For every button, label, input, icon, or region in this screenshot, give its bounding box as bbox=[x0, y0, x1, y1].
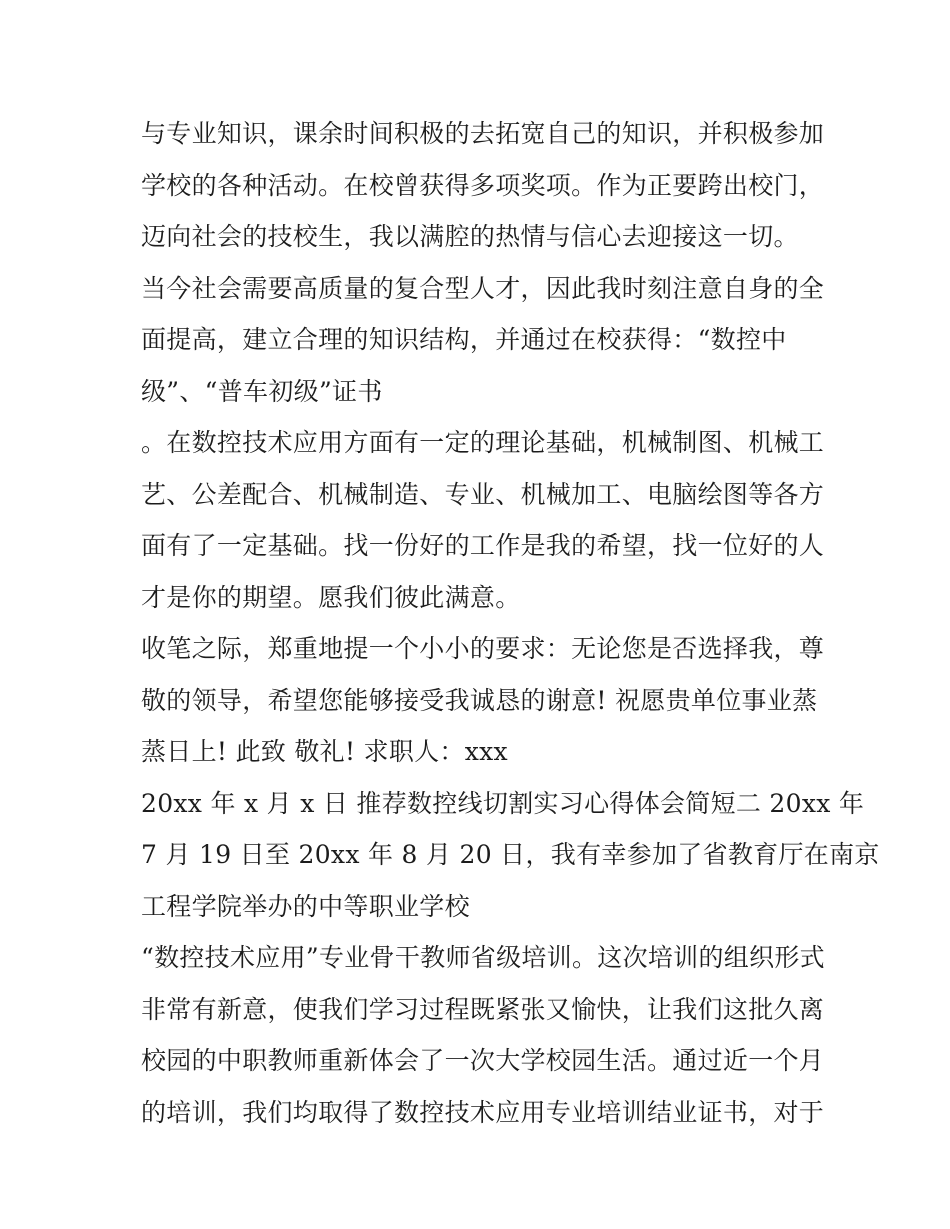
text-line: 敬的领导，希望您能够接受我诚恳的谢意! 祝愿贵单位事业蒸 bbox=[141, 685, 818, 715]
text-line: 7 月 19 日至 20xx 年 8 月 20 日，我有幸参加了省教育厅在南京 bbox=[141, 840, 880, 869]
text-line: 面提高，建立合理的知识结构，并通过在校获得：“数控中 bbox=[141, 325, 787, 354]
text-line: 艺、公差配合、机械制造、专业、机械加工、电脑绘图等各方 bbox=[141, 479, 825, 509]
text-line: 当今社会需要高质量的复合型人才，因此我时刻注意自身的全 bbox=[141, 273, 825, 303]
text-line: 与专业知识，课余时间积极的去拓宽自己的知识，并积极参加 bbox=[141, 119, 825, 148]
text-line: 非常有新意，使我们学习过程既紧张又愉快，让我们这批久离 bbox=[141, 994, 825, 1024]
document-body bbox=[141, 108, 880, 1138]
text-line: 的培训，我们均取得了数控技术应用专业培训结业证书，对于 bbox=[141, 1097, 825, 1127]
text-line: 面有了一定基础。找一份好的工作是我的希望，找一位好的人 bbox=[141, 531, 825, 560]
text-line: “数控技术应用”专业骨干教师省级培训。这次培训的组织形式 bbox=[141, 943, 825, 972]
text-line: 才是你的期望。愿我们彼此满意。 bbox=[141, 582, 521, 612]
text-line: 20xx 年 x 月 x 日 推荐数控线切割实习心得体会简短二 20xx 年 bbox=[141, 788, 865, 818]
text-line: 蒸日上! 此致 敬礼! 求职人：xxx bbox=[141, 737, 508, 766]
text-line: 收笔之际，郑重地提一个小小的要求：无论您是否选择我，尊 bbox=[141, 634, 825, 663]
text-line: 。在数控技术应用方面有一定的理论基础，机械制图、机械工 bbox=[141, 428, 825, 457]
text-line: 校园的中职教师重新体会了一次大学校园生活。通过近一个月 bbox=[141, 1046, 825, 1075]
text-line: 级”、“普车初级”证书 bbox=[141, 376, 383, 406]
text-line: 学校的各种活动。在校曾获得多项奖项。作为正要跨出校门， bbox=[141, 170, 825, 200]
text-line: 工程学院举办的中等职业学校 bbox=[141, 891, 470, 921]
text-line: 迈向社会的技校生，我以满腔的热情与信心去迎接这一切。 bbox=[141, 222, 799, 251]
